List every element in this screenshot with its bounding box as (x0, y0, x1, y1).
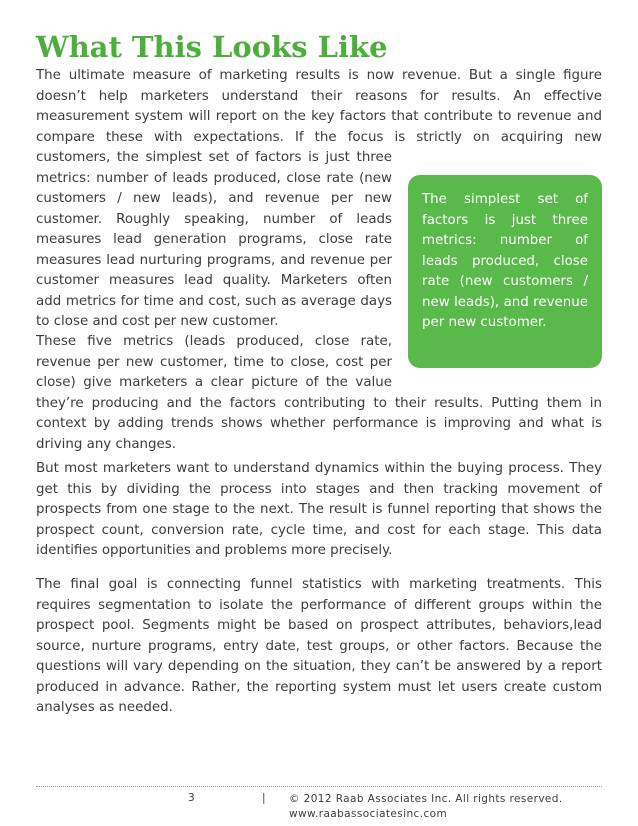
callout-box (408, 175, 602, 368)
callout-text: The simplest set of factors is just three metrics: number of leads produced, close rate (new customers / new leads), and revenue per new customer. (422, 192, 588, 330)
footer-page-number: 3 (188, 792, 195, 804)
paragraph-five-metrics-text: These five metrics (leads produced, close rate, revenue per new customer, time to close, cost per close) give marketers a clear picture of the value they’re producing and the factors contributing to their results. Putting them in context by adding trends shows whether performance is improving and what is driving any changes. (36, 334, 602, 452)
paragraph-segmentation: The final goal is connecting funnel statistics with marketing treatments. This requires segmentation to isolate the performance of different groups within the prospect pool. Segments might be based on prospect attributes, behaviors,lead source, nurture programs, entry date, test groups, or other factors. Because the questions will vary depending on the situation, they can’t be answered by a report produced in advance. Rather, the reporting system must let users create custom analyses as needed. (36, 577, 602, 715)
footer-copyright: © 2012 Raab Associates Inc. All rights reserved. (289, 793, 563, 805)
footer-divider (36, 786, 602, 787)
footer-copyright-block (289, 792, 589, 822)
footer-website-link[interactable]: www.raabassociatesinc.com (289, 808, 448, 820)
paragraph-funnel: But most marketers want to understand dynamics within the buying process. They get this by dividing the process into stages and then tracking movement of prospects from one stage to the next. The result is funnel reporting that shows the prospect count, conversion rate, cycle time, and cost for each stage. This data identifies opportunities and problems more precisely. (36, 461, 602, 558)
footer-separator: | (262, 792, 266, 804)
page-title: What This Looks Like (36, 30, 388, 64)
paragraph-intro-text: The ultimate measure of marketing results is now revenue. But a single figure doesn’t help marketers understand their reasons for results. An effective measurement system will report on the key factors that contribute to revenue and compare these with expectations. If the focus is strictly on acquiring new customers, the simplest set of factors is just three metrics: number of leads produced, close rate (new customers / new leads), and revenue per new customer. Roughly speaking, number of leads measures lead generation programs, close rate measures lead nurturing programs, and revenue per customer measures lead quality. Marketers often add metrics for time and cost, such as average days to close and cost per new customer. (36, 68, 602, 329)
